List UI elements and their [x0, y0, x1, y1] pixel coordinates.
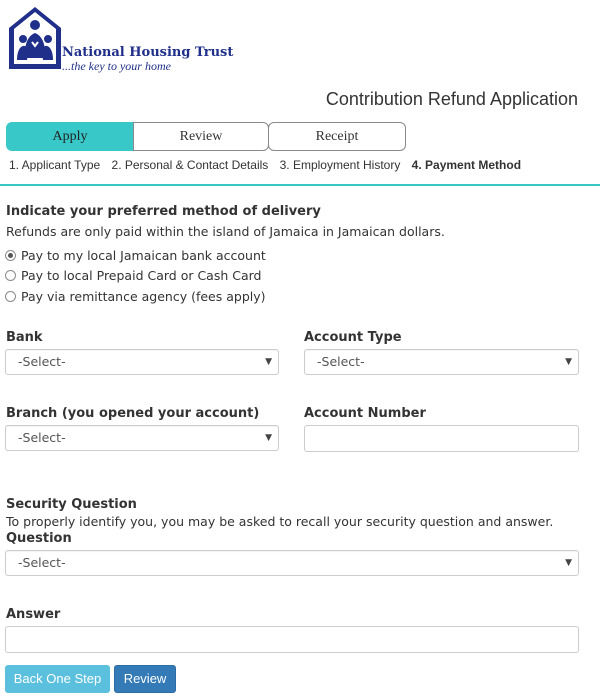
radio-remittance-label[interactable]: Pay via remittance agency (fees apply)	[21, 289, 266, 304]
dropdown-arrow-icon: ▼	[265, 433, 272, 443]
dropdown-arrow-icon: ▼	[265, 357, 272, 367]
answer-label: Answer	[6, 607, 61, 622]
step-indicator	[9, 158, 529, 172]
security-note: To properly identify you, you may be asked to recall your security question and answer.	[6, 514, 554, 529]
branch-label: Branch (you opened your account)	[6, 406, 260, 421]
page-title: Contribution Refund Application	[325, 89, 578, 109]
answer-input[interactable]	[5, 626, 579, 653]
tab-review[interactable]: Review	[133, 122, 269, 151]
section-divider	[0, 184, 600, 186]
radio-prepaid-card[interactable]	[5, 270, 16, 281]
account-type-select[interactable]	[304, 349, 579, 375]
bank-select[interactable]	[5, 349, 279, 375]
bank-select-value: -Select-	[18, 354, 66, 369]
account-type-label: Account Type	[304, 330, 402, 345]
step-applicant-type: 1. Applicant Type	[9, 158, 101, 172]
tab-receipt[interactable]: Receipt	[268, 122, 406, 151]
delivery-note: Refunds are only paid within the island of Jamaica in Jamaican dollars.	[6, 224, 445, 239]
security-question-select[interactable]	[5, 550, 579, 576]
brand-tagline: ...the key to your home	[62, 59, 171, 73]
back-one-step-button[interactable]: Back One Step	[5, 665, 110, 693]
account-number-label: Account Number	[304, 406, 426, 421]
house-logo-icon	[8, 6, 62, 70]
step-employment-history: 3. Employment History	[279, 158, 401, 172]
dropdown-arrow-icon: ▼	[565, 558, 572, 568]
step-payment-method: 4. Payment Method	[411, 158, 522, 172]
wizard-tabs	[6, 122, 406, 151]
nht-logo	[8, 6, 62, 70]
account-type-select-value: -Select-	[317, 354, 365, 369]
radio-remittance[interactable]	[5, 291, 16, 302]
delivery-heading: Indicate your preferred method of delivery	[6, 204, 321, 219]
question-label: Question	[6, 531, 72, 546]
radio-bank-account[interactable]	[5, 250, 16, 261]
branch-select-value: -Select-	[18, 430, 66, 445]
security-question-value: -Select-	[18, 555, 66, 570]
review-button[interactable]: Review	[114, 665, 176, 693]
branch-select[interactable]	[5, 425, 279, 451]
account-number-input[interactable]	[304, 425, 579, 452]
step-personal-contact: 2. Personal & Contact Details	[111, 158, 269, 172]
radio-bank-account-label[interactable]: Pay to my local Jamaican bank account	[21, 248, 266, 263]
dropdown-arrow-icon: ▼	[565, 357, 572, 367]
brand-name: National Housing Trust	[62, 45, 234, 60]
tab-apply[interactable]: Apply	[6, 122, 134, 151]
security-heading: Security Question	[6, 497, 137, 512]
bank-label: Bank	[6, 330, 43, 345]
radio-prepaid-card-label[interactable]: Pay to local Prepaid Card or Cash Card	[21, 268, 262, 283]
